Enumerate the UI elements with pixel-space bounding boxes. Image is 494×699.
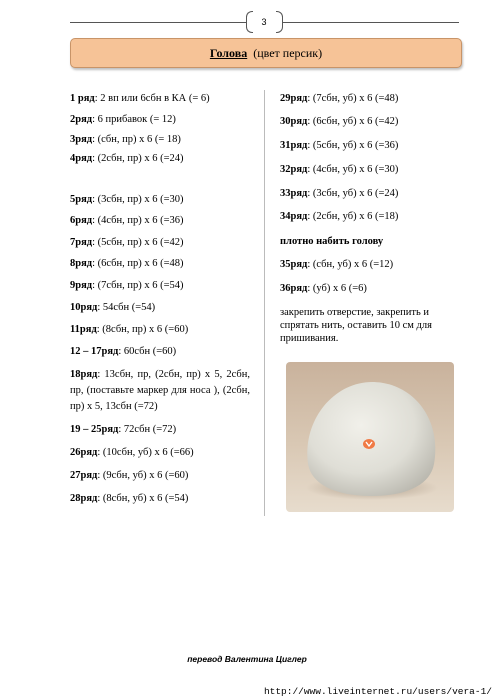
section-title-bar [70, 38, 462, 68]
row-text: : (7сбн, уб) х 6 (=48) [307, 93, 399, 104]
row-label: 30ряд [280, 116, 308, 127]
row-8 [70, 257, 250, 270]
row-label: 12 – 17ряд [70, 346, 119, 357]
row-32 [280, 163, 460, 176]
row-text: : (4сбн, уб) х 6 (=30) [307, 164, 399, 175]
row-label: 6ряд [70, 215, 93, 226]
row-label: 34ряд [280, 211, 308, 222]
row-label: плотно набить голову [280, 236, 384, 247]
row-text: : 60сбн (=60) [118, 346, 177, 357]
row-5 [70, 193, 250, 206]
row-30 [280, 115, 460, 128]
row-label: 19 – 25ряд [70, 424, 119, 435]
row-31 [280, 139, 460, 152]
row-29 [280, 92, 460, 105]
row-label: 33ряд [280, 188, 308, 199]
row-label: 35ряд [280, 259, 308, 270]
row-28 [70, 492, 250, 505]
translator-credit: перевод Валентина Циглер [187, 654, 307, 664]
row-19-25 [70, 423, 250, 436]
row-2 [70, 113, 250, 126]
row-label: 3ряд [70, 134, 93, 145]
row-label: 4ряд [70, 153, 93, 164]
row-text: : (9сбн, уб) х 6 (=60) [97, 470, 189, 481]
row-text: : (сбн, пр) х 6 (= 18) [92, 134, 181, 145]
row-text: : (2сбн, уб) х 6 (=18) [307, 211, 399, 222]
row-text: : 13сбн, пр, (2сбн, пр) х 5, 2сбн, пр, (поставьте маркер для носа ), (2сбн, пр) х 5, 13сбн (=72) [70, 369, 250, 412]
row-9 [70, 279, 250, 292]
crochet-head-image [286, 362, 454, 512]
row-6 [70, 214, 250, 227]
row-text: : (4сбн, пр) х 6 (=36) [92, 215, 184, 226]
source-url[interactable]: http://www.liveinternet.ru/users/vera-1/ [246, 684, 494, 699]
row-text: : 6 прибавок (= 12) [92, 114, 176, 125]
row-26 [70, 446, 250, 459]
row-text: : (3сбн, пр) х 6 (=30) [92, 194, 184, 205]
finish-note [280, 306, 460, 345]
row-label: 9ряд [70, 280, 93, 291]
row-18 [70, 367, 250, 415]
row-27 [70, 469, 250, 482]
row-1 [70, 92, 250, 105]
column-divider [264, 90, 265, 516]
row-label: 26ряд [70, 447, 98, 458]
row-label: 32ряд [280, 164, 308, 175]
row-text: : (2сбн, пр) х 6 (=24) [92, 153, 184, 164]
row-text: : (5сбн, уб) х 6 (=36) [307, 140, 399, 151]
row-label: 11ряд [70, 324, 97, 335]
row-text: : (3сбн, уб) х 6 (=24) [307, 188, 399, 199]
row-label: 10ряд [70, 302, 98, 313]
page-number: 3 [261, 17, 267, 27]
row-11 [70, 323, 250, 336]
header-line-left [70, 22, 246, 23]
nose-marker [363, 439, 375, 449]
section-title: Голова [209, 45, 248, 60]
row-label: 36ряд [280, 283, 308, 294]
row-35 [280, 258, 460, 271]
row-text: : 72сбн (=72) [118, 424, 177, 435]
row-text: : (сбн, уб) х 6 (=12) [307, 259, 394, 270]
section-subtitle: (цвет персик) [253, 45, 323, 60]
head-photo [286, 362, 454, 512]
row-label: 29ряд [280, 93, 308, 104]
row-text: : (8сбн, уб) х 6 (=54) [97, 493, 189, 504]
row-text: закрепить отверстие, закрепить и спрятать нить, оставить 10 см для пришивания. [280, 307, 432, 344]
row-text: : 2 вп или 6сбн в КА (= 6) [94, 93, 210, 104]
row-text: : (7сбн, пр) х 6 (=54) [92, 280, 184, 291]
row-label: 7ряд [70, 237, 93, 248]
row-label: 5ряд [70, 194, 93, 205]
row-33 [280, 187, 460, 200]
row-12-17 [70, 345, 250, 358]
row-text: : (8сбн, пр) х 6 (=60) [96, 324, 189, 335]
row-text: : (6сбн, пр) х 6 (=48) [92, 258, 184, 269]
row-34 [280, 210, 460, 223]
row-label: 8ряд [70, 258, 93, 269]
row-text: : (10сбн, уб) х 6 (=66) [97, 447, 194, 458]
row-36 [280, 282, 460, 295]
row-3 [70, 133, 250, 146]
row-10 [70, 301, 250, 314]
row-text: : (уб) х 6 (=6) [307, 283, 367, 294]
row-label: 28ряд [70, 493, 98, 504]
row-label: 31ряд [280, 140, 308, 151]
header-line-right [282, 22, 459, 23]
stuff-note [280, 235, 460, 248]
row-4 [70, 152, 250, 165]
row-label: 18ряд [70, 369, 98, 380]
row-label: 1 ряд [70, 93, 95, 104]
row-text: : (6сбн, уб) х 6 (=42) [307, 116, 399, 127]
row-text: : (5сбн, пр) х 6 (=42) [92, 237, 184, 248]
row-7 [70, 236, 250, 249]
row-label: 27ряд [70, 470, 98, 481]
row-label: 2ряд [70, 114, 93, 125]
row-text: : 54сбн (=54) [97, 302, 156, 313]
